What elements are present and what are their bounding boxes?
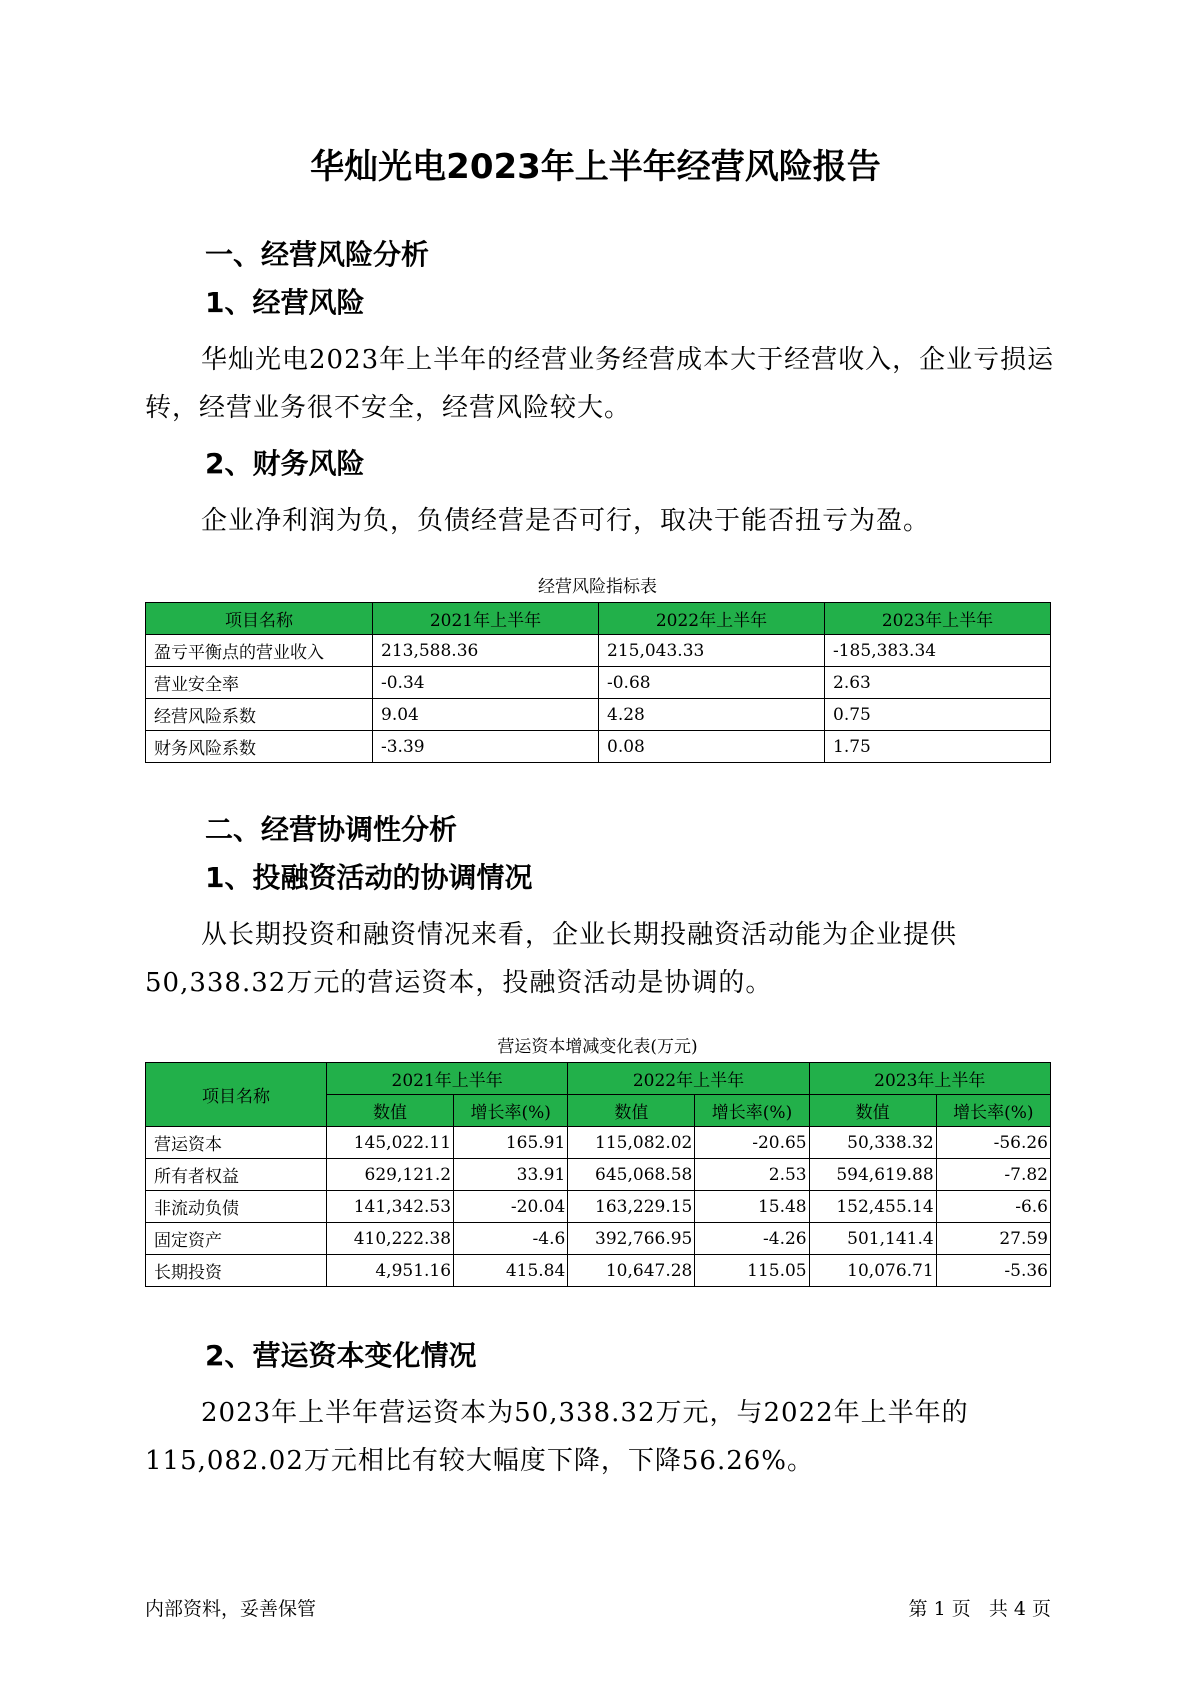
table-header-row [146,1063,1051,1095]
table-cell: -56.26 [936,1127,1050,1159]
column-header: 项目名称 [146,603,373,635]
table-cell: 392,766.95 [568,1223,695,1255]
column-header: 2021年上半年 [373,603,599,635]
table-cell: 115.05 [695,1255,809,1287]
table-cell: 营运资本 [146,1127,327,1159]
table-cell: -0.34 [373,667,599,699]
section2-sub1-text: 从长期投资和融资情况来看，企业长期投融资活动能为企业提供50,338.32万元的营运资本，投融资活动是协调的。 [145,920,958,998]
table-cell: 501,141.4 [809,1223,936,1255]
table-cell: 163,229.15 [568,1191,695,1223]
table-row [146,1223,1051,1255]
table-cell: 财务风险系数 [146,731,373,763]
table-cell: 2.63 [825,667,1051,699]
table-cell: 594,619.88 [809,1159,936,1191]
table-cell: 27.59 [936,1223,1050,1255]
section1-sub2-heading: 2、财务风险 [205,447,365,480]
table-cell: 33.91 [454,1159,568,1191]
column-header: 数值 [568,1095,695,1127]
table-cell: -0.68 [599,667,825,699]
table-cell: 1.75 [825,731,1051,763]
column-header: 数值 [327,1095,454,1127]
table-cell: 115,082.02 [568,1127,695,1159]
table-cell: 长期投资 [146,1255,327,1287]
table-row [146,667,1051,699]
table-cell: 410,222.38 [327,1223,454,1255]
table-cell: 645,068.58 [568,1159,695,1191]
column-header: 2023年上半年 [825,603,1051,635]
table-cell: 4,951.16 [327,1255,454,1287]
table-cell: -20.65 [695,1127,809,1159]
table-row [146,1159,1051,1191]
table-cell: -3.39 [373,731,599,763]
table-cell: 4.28 [599,699,825,731]
table-cell: -7.82 [936,1159,1050,1191]
table-cell: 213,588.36 [373,635,599,667]
section1-sub2-text: 企业净利润为负，负债经营是否可行，取决于能否扭亏为盈。 [201,506,931,536]
risk-indicator-table [145,602,1051,763]
table-cell: 629,121.2 [327,1159,454,1191]
table-cell: 10,076.71 [809,1255,936,1287]
column-header: 项目名称 [146,1063,327,1127]
table-row [146,1255,1051,1287]
table1-caption: 经营风险指标表 [538,577,657,597]
table-header-row [146,603,1051,635]
table-row [146,635,1051,667]
table-row [146,1127,1051,1159]
table-row [146,699,1051,731]
report-title: 华灿光电2023年上半年经营风险报告 [310,147,881,187]
table-cell: 50,338.32 [809,1127,936,1159]
column-header: 2023年上半年 [809,1063,1050,1095]
column-header: 增长率(%) [454,1095,568,1127]
table-cell: 盈亏平衡点的营业收入 [146,635,373,667]
table-cell: -4.26 [695,1223,809,1255]
table-cell: -185,383.34 [825,635,1051,667]
table-row [146,731,1051,763]
section1-heading: 一、经营风险分析 [205,238,430,271]
column-header: 2021年上半年 [327,1063,568,1095]
section1-sub1-text: 华灿光电2023年上半年的经营业务经营成本大于经营收入，企业亏损运转，经营业务很不安全，经营风险较大。 [145,345,1055,423]
table-cell: 15.48 [695,1191,809,1223]
table-cell: 215,043.33 [599,635,825,667]
section2-sub2-heading: 2、营运资本变化情况 [205,1339,477,1372]
table-cell: 固定资产 [146,1223,327,1255]
table-cell: 415.84 [454,1255,568,1287]
table-cell: 非流动负债 [146,1191,327,1223]
table-cell: 营业安全率 [146,667,373,699]
working-capital-table [145,1062,1051,1287]
table-cell: 0.08 [599,731,825,763]
footer-confidential-note: 内部资料，妥善保管 [145,1598,317,1620]
column-header: 增长率(%) [695,1095,809,1127]
section2-sub2-text: 2023年上半年营运资本为50,338.32万元，与2022年上半年的115,082.02万元相比有较大幅度下降，下降56.26%。 [145,1398,969,1476]
table-cell: -5.36 [936,1255,1050,1287]
table-row [146,1191,1051,1223]
table-cell: 152,455.14 [809,1191,936,1223]
table-cell: 9.04 [373,699,599,731]
section1-sub1-heading: 1、经营风险 [205,286,365,319]
section2-heading: 二、经营协调性分析 [205,813,458,846]
table-cell: 141,342.53 [327,1191,454,1223]
table-cell: 经营风险系数 [146,699,373,731]
section2-sub1-heading: 1、投融资活动的协调情况 [205,861,533,894]
column-header: 数值 [809,1095,936,1127]
table-cell: 所有者权益 [146,1159,327,1191]
table2-caption: 营运资本增减变化表(万元) [497,1037,698,1057]
column-header: 2022年上半年 [599,603,825,635]
table-cell: 0.75 [825,699,1051,731]
footer-page-number: 第 1 页 共 4 页 [908,1598,1051,1620]
table-cell: 165.91 [454,1127,568,1159]
column-header: 增长率(%) [936,1095,1050,1127]
table-cell: 10,647.28 [568,1255,695,1287]
table-cell: 145,022.11 [327,1127,454,1159]
table-cell: -4.6 [454,1223,568,1255]
column-header: 2022年上半年 [568,1063,809,1095]
table-cell: 2.53 [695,1159,809,1191]
table-cell: -20.04 [454,1191,568,1223]
table-cell: -6.6 [936,1191,1050,1223]
